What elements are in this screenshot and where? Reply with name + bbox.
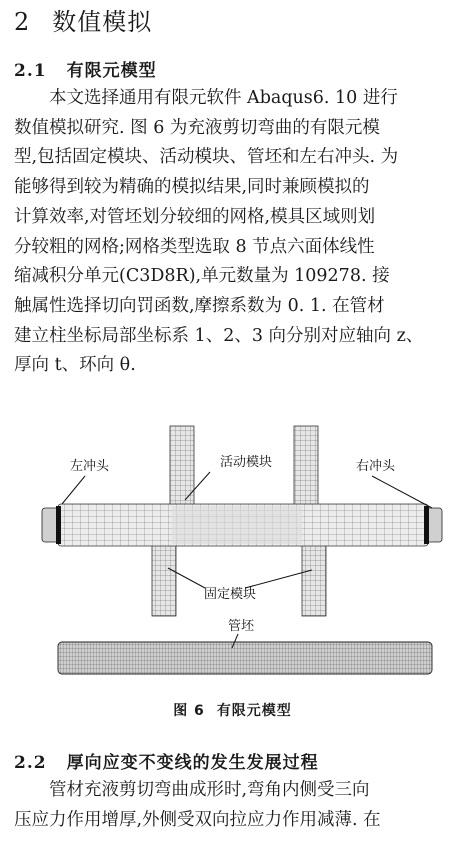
paragraph-line: 计算效率,对管坯划分较细的网格,模具区域则划 (14, 206, 376, 227)
subsection-heading-2 (14, 748, 319, 773)
label-left-punch: 左冲头 (70, 459, 110, 474)
fe-model-figure (0, 420, 465, 690)
paragraph-line: 管材充液剪切弯曲成形时,弯角内侧受三向 (49, 780, 370, 800)
paragraph-line: 触属性选择切向罚函数,摩擦系数为 0. 1. 在管材 (14, 295, 385, 316)
section-number: 2 (14, 8, 31, 36)
section-title: 数值模拟 (52, 8, 153, 36)
caption-text: 有限元模型 (216, 703, 292, 719)
caption-number: 图 6 (173, 703, 205, 719)
paragraph-line: 本文选择通用有限元软件 Abaqus6. 10 进行 (49, 88, 398, 108)
paragraph-1 (14, 84, 460, 381)
label-right-punch: 右冲头 (356, 459, 396, 474)
paragraph-line: 数值模拟研究. 图 6 为充液剪切弯曲的有限元模 (14, 117, 380, 138)
tube-blank (58, 642, 432, 674)
paragraph-line: 分较粗的网格;网格类型选取 8 节点六面体线性 (14, 236, 375, 257)
subsection-title: 厚向应变不变线的发生发展过程 (66, 753, 319, 773)
horizontal-die-body (58, 504, 428, 546)
label-fixed-die: 固定模块 (204, 587, 257, 602)
paragraph-line: 型,包括固定模块、活动模块、管坯和左右冲头. 为 (14, 147, 399, 168)
label-moving-die: 活动模块 (220, 455, 273, 470)
paragraph-2 (14, 776, 460, 835)
paragraph-line: 压应力作用增厚,外侧受双向拉应力作用减薄. 在 (14, 809, 381, 830)
paragraph-line: 缩减积分单元(C3D8R),单元数量为 109278. 接 (14, 266, 390, 287)
subsection-number: 2.1 (14, 61, 47, 81)
subsection-heading-1 (14, 56, 157, 81)
fixed-die-lower-left-post (152, 544, 176, 616)
paragraph-line: 建立柱坐标局部坐标系 1、2、3 向分别对应轴向 z、 (14, 325, 424, 346)
figure-caption (0, 700, 465, 720)
moving-die-upper-right-post (294, 426, 318, 506)
left-punch (42, 506, 61, 544)
fixed-die-lower-right-post (302, 544, 326, 616)
section-heading (14, 2, 152, 37)
subsection-number: 2.2 (14, 753, 47, 773)
paragraph-line: 能够得到较为精确的模拟结果,同时兼顾模拟的 (14, 177, 370, 198)
subsection-title: 有限元模型 (66, 61, 157, 81)
label-tube: 管坯 (228, 619, 255, 634)
paragraph-line: 厚向 t、环向 θ. (14, 355, 136, 376)
right-punch (424, 506, 442, 544)
